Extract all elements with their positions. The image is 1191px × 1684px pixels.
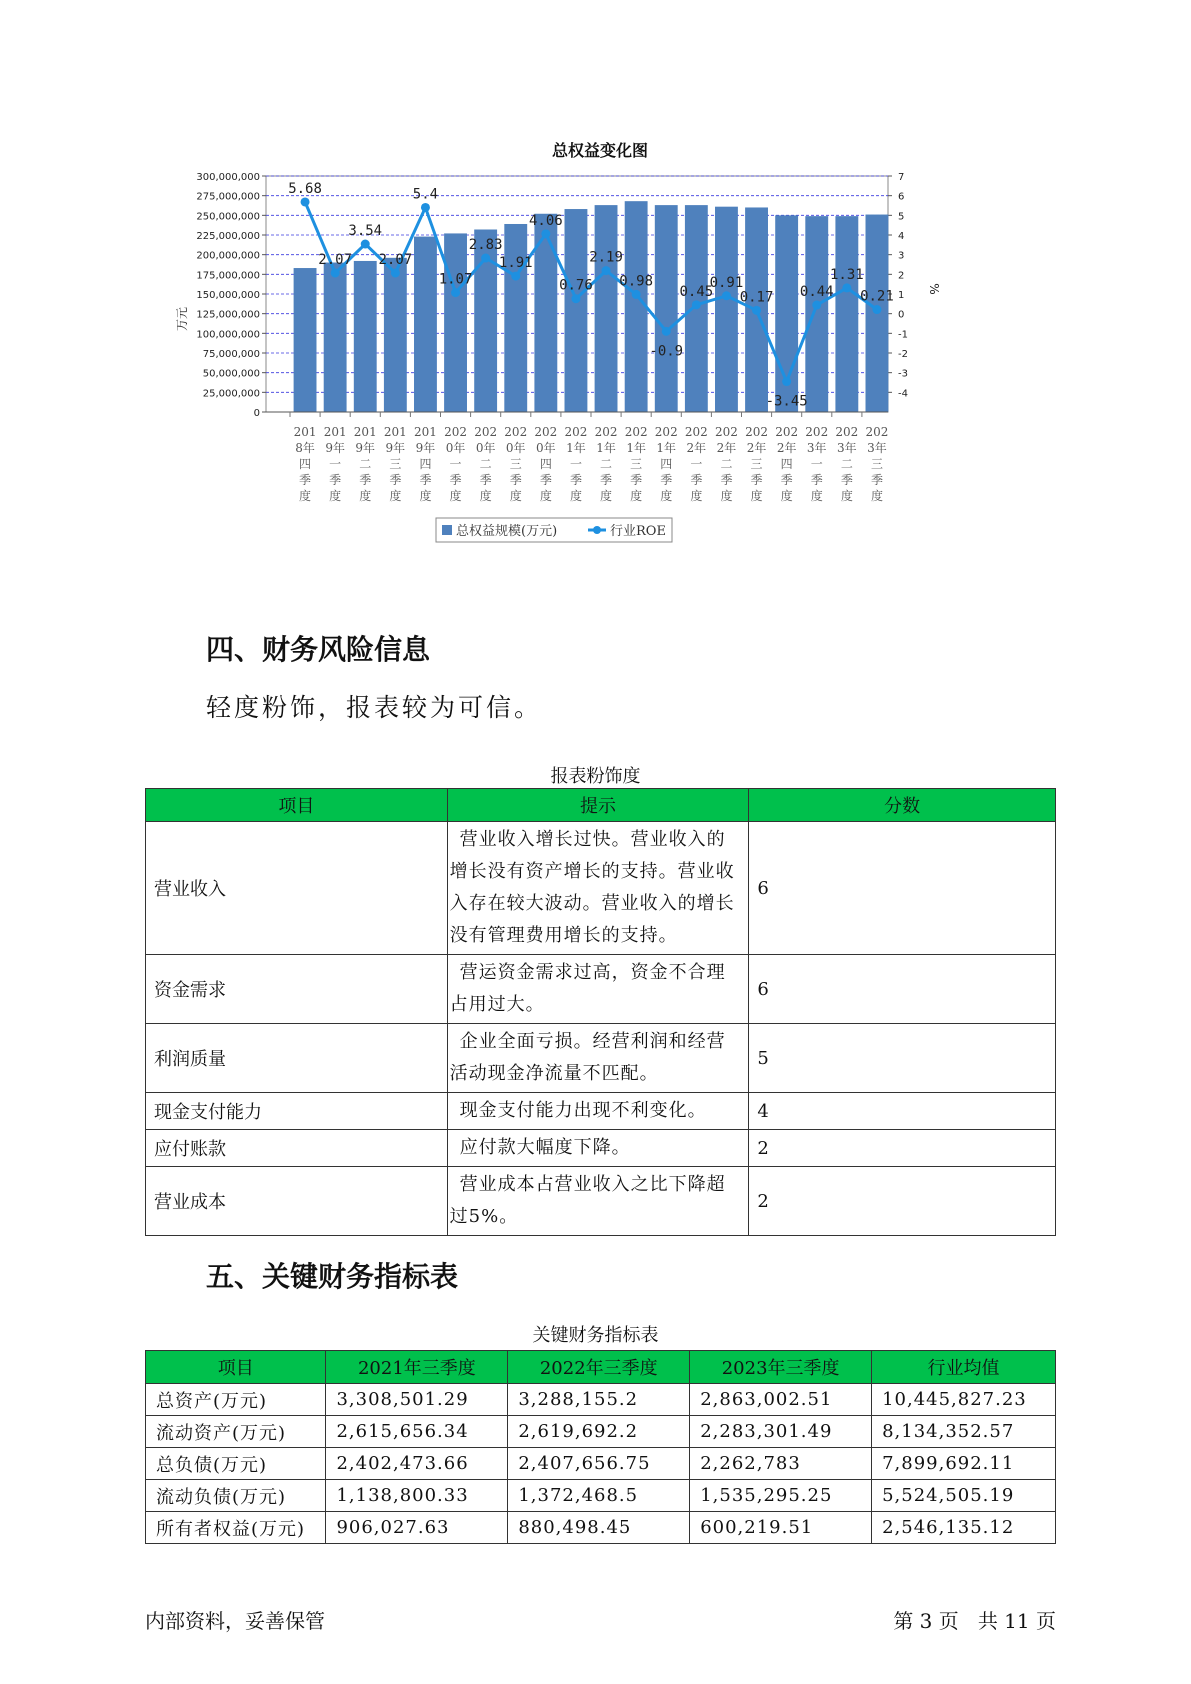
indicator-value: 2,407,656.75 — [508, 1448, 690, 1480]
x-tick-label: 季 — [690, 473, 703, 487]
bar — [565, 209, 588, 412]
x-tick-label: 季 — [479, 473, 492, 487]
y-axis-label: 万元 — [175, 306, 189, 332]
indicator-name: 总资产(万元) — [146, 1384, 326, 1416]
indicator-name: 所有者权益(万元) — [146, 1512, 326, 1544]
chart-title: 总权益变化图 — [551, 141, 649, 160]
x-tick-label: 度 — [840, 489, 853, 503]
x-tick-label: 度 — [359, 489, 372, 503]
y2-tick-label: 7 — [898, 172, 905, 183]
x-tick-label: 季 — [780, 473, 793, 487]
risk-table-caption: 报表粉饰度 — [550, 766, 641, 787]
x-tick-label: 季 — [389, 473, 402, 487]
bar — [384, 258, 407, 412]
x-tick-label: 一 — [449, 457, 462, 471]
risk-hint — [447, 1130, 749, 1167]
bar — [625, 201, 648, 412]
roe-data-label: 0.76 — [559, 277, 593, 294]
x-tick-label: 度 — [630, 489, 643, 503]
indicator-value: 10,445,827.23 — [872, 1384, 1056, 1416]
risk-score: 6 — [749, 822, 1056, 955]
bar — [324, 263, 347, 412]
x-tick-label: 0年 — [475, 441, 496, 455]
report-whitewash-table — [145, 788, 1056, 1236]
x-tick-label: 季 — [299, 473, 312, 487]
roe-data-label: 5.4 — [412, 186, 439, 203]
roe-point — [481, 254, 490, 263]
x-tick-label: 一 — [690, 457, 703, 471]
x-tick-label: 202 — [835, 425, 859, 439]
y2-tick-label: -1 — [898, 329, 908, 341]
y-tick-label: 75,000,000 — [202, 349, 260, 360]
roe-point — [872, 305, 881, 314]
x-tick-label: 一 — [569, 457, 582, 471]
x-tick-label: 1年 — [626, 441, 646, 455]
x-tick-label: 季 — [329, 473, 342, 487]
x-tick-label: 度 — [329, 489, 342, 503]
y-tick-label: 25,000,000 — [202, 388, 260, 400]
x-tick-label: 度 — [479, 489, 492, 503]
bar — [805, 216, 828, 412]
roe-data-label: 2.83 — [468, 237, 503, 254]
column-header: 2021年三季度 — [326, 1351, 508, 1384]
legend-label: 行业ROE — [610, 524, 666, 539]
roe-point — [842, 283, 851, 292]
x-tick-label: 度 — [419, 489, 432, 503]
roe-point — [602, 266, 611, 275]
x-tick-label: 度 — [720, 489, 733, 503]
indicator-value: 8,134,352.57 — [872, 1416, 1056, 1448]
indicator-value: 1,138,800.33 — [326, 1480, 508, 1512]
indicator-value: 2,863,002.51 — [690, 1384, 872, 1416]
column-header: 提示 — [447, 789, 749, 822]
x-tick-label: 0年 — [505, 441, 526, 455]
x-tick-label: 一 — [329, 457, 342, 471]
x-tick-label: 度 — [780, 489, 793, 503]
risk-item: 利润质量 — [146, 1024, 448, 1093]
x-tick-label: 四 — [660, 457, 673, 471]
indicator-value: 2,615,656.34 — [326, 1416, 508, 1448]
x-tick-label: 四 — [539, 457, 552, 471]
table-row — [146, 955, 1056, 1024]
roe-point — [301, 197, 310, 206]
table-row — [146, 1093, 1056, 1130]
roe-point — [361, 240, 370, 249]
roe-data-label: -3.45 — [765, 393, 808, 410]
roe-data-label: 0.21 — [860, 288, 894, 305]
indicator-name: 流动资产(万元) — [146, 1416, 326, 1448]
table-row — [146, 1384, 1056, 1416]
roe-point — [782, 377, 791, 386]
y-tick-label: 275,000,000 — [196, 191, 260, 203]
legend-label: 总权益规模(万元) — [456, 524, 558, 539]
risk-hint — [447, 822, 749, 955]
x-tick-label: 202 — [775, 425, 799, 439]
x-tick-label: 三 — [750, 457, 763, 471]
key-financial-indicator-table — [145, 1350, 1056, 1544]
indicator-value: 2,546,135.12 — [872, 1512, 1056, 1544]
risk-score: 2 — [749, 1167, 1056, 1236]
y2-tick-label: 4 — [898, 231, 905, 242]
x-tick-label: 四 — [419, 457, 432, 471]
x-tick-label: 201 — [293, 425, 317, 439]
y2-tick-label: -3 — [898, 368, 908, 380]
x-tick-label: 季 — [840, 473, 853, 487]
x-tick-label: 202 — [444, 425, 468, 439]
indicator-value: 880,498.45 — [508, 1512, 690, 1544]
risk-item: 应付账款 — [146, 1130, 448, 1167]
indicator-value: 600,219.51 — [690, 1512, 872, 1544]
x-tick-label: 季 — [419, 473, 432, 487]
x-tick-label: 201 — [323, 425, 347, 439]
x-tick-label: 9年 — [325, 441, 345, 455]
bar — [715, 207, 738, 412]
roe-point — [511, 272, 520, 281]
indicator-name: 流动负债(万元) — [146, 1480, 326, 1512]
risk-hint-line: 营业收入增长过快。营业收入的 — [459, 829, 726, 850]
indicator-value: 3,288,155.2 — [508, 1384, 690, 1416]
bar — [354, 261, 377, 412]
x-tick-label: 季 — [870, 473, 883, 487]
equity-change-chart — [160, 140, 1040, 600]
x-tick-label: 202 — [624, 425, 648, 439]
risk-hint — [447, 1024, 749, 1093]
x-tick-label: 202 — [534, 425, 558, 439]
indicator-value: 7,899,692.11 — [872, 1448, 1056, 1480]
risk-hint — [447, 1093, 749, 1130]
x-tick-label: 0年 — [445, 441, 466, 455]
x-tick-label: 202 — [684, 425, 708, 439]
x-tick-label: 季 — [539, 473, 552, 487]
x-tick-label: 四 — [299, 457, 312, 471]
roe-data-label: 2.07 — [378, 251, 413, 268]
risk-hint-line: 过5%。 — [449, 1206, 519, 1227]
risk-hint-line: 活动现金净流量不匹配。 — [449, 1063, 659, 1084]
bar — [414, 237, 437, 412]
x-tick-label: 202 — [594, 425, 618, 439]
x-tick-label: 2年 — [686, 441, 707, 455]
roe-point — [571, 294, 580, 303]
roe-data-label: 3.54 — [348, 223, 383, 240]
risk-hint-line: 营运资金需求过高，资金不合理 — [459, 962, 726, 983]
column-header: 行业均值 — [872, 1351, 1056, 1384]
x-tick-label: 2年 — [776, 441, 797, 455]
column-header: 2023年三季度 — [690, 1351, 872, 1384]
x-tick-label: 季 — [630, 473, 643, 487]
roe-data-label: 0.17 — [739, 289, 774, 306]
table-row — [146, 1024, 1056, 1093]
indicator-value: 2,262,783 — [690, 1448, 872, 1480]
y2-tick-label: 6 — [898, 191, 905, 203]
x-tick-label: 季 — [750, 473, 763, 487]
indicator-value: 1,535,295.25 — [690, 1480, 872, 1512]
x-tick-label: 1年 — [596, 441, 616, 455]
roe-data-label: 2.19 — [589, 249, 623, 266]
section-heading-key-indicators: 五、关键财务指标表 — [206, 1260, 459, 1293]
roe-point — [752, 306, 761, 315]
x-tick-label: 季 — [449, 473, 462, 487]
y2-tick-label: 1 — [898, 290, 905, 301]
roe-point — [451, 288, 460, 297]
indicator-name: 总负债(万元) — [146, 1448, 326, 1480]
risk-score: 4 — [749, 1093, 1056, 1130]
x-tick-label: 度 — [389, 489, 402, 503]
x-tick-label: 二 — [359, 457, 372, 471]
roe-data-label: 4.06 — [528, 212, 563, 229]
roe-data-label: -0.9 — [649, 343, 684, 360]
risk-hint-line: 营业成本占营业收入之比下降超 — [459, 1174, 726, 1195]
y-tick-label: 250,000,000 — [196, 211, 260, 223]
x-tick-label: 度 — [810, 489, 823, 503]
x-tick-label: 1年 — [566, 441, 586, 455]
y2-tick-label: -4 — [898, 388, 908, 400]
x-tick-label: 季 — [509, 473, 522, 487]
risk-hint-line: 现金支付能力出现不利变化。 — [459, 1100, 707, 1121]
x-tick-label: 三 — [509, 457, 522, 471]
y2-axis-label: % — [927, 283, 941, 295]
risk-item: 资金需求 — [146, 955, 448, 1024]
section-heading-financial-risk: 四、财务风险信息 — [206, 633, 431, 666]
y2-tick-label: 0 — [898, 309, 905, 321]
roe-point — [421, 203, 430, 212]
column-header: 项目 — [146, 1351, 326, 1384]
column-header: 项目 — [146, 789, 448, 822]
x-tick-label: 202 — [474, 425, 498, 439]
x-tick-label: 9年 — [355, 441, 376, 455]
roe-point — [541, 229, 550, 238]
indicator-value: 2,402,473.66 — [326, 1448, 508, 1480]
roe-data-label: 1.91 — [498, 255, 533, 272]
roe-point — [692, 300, 701, 309]
table-row — [146, 1416, 1056, 1448]
risk-item: 现金支付能力 — [146, 1093, 448, 1130]
table-row — [146, 1448, 1056, 1480]
bar — [835, 216, 858, 412]
x-tick-label: 202 — [865, 425, 889, 439]
x-tick-label: 202 — [564, 425, 588, 439]
x-tick-label: 三 — [389, 457, 402, 471]
table-row — [146, 1130, 1056, 1167]
risk-hint-line: 入存在较大波动。营业收入的增长 — [449, 893, 735, 914]
x-tick-label: 9年 — [385, 441, 406, 455]
x-tick-label: 季 — [810, 473, 823, 487]
legend-swatch-point — [593, 526, 601, 534]
x-tick-label: 201 — [413, 425, 437, 439]
x-tick-label: 二 — [600, 457, 613, 471]
y-tick-label: 0 — [253, 408, 260, 419]
risk-hint-line: 应付款大幅度下降。 — [459, 1137, 631, 1158]
x-tick-label: 度 — [569, 489, 582, 503]
indicator-value: 3,308,501.29 — [326, 1384, 508, 1416]
column-header: 分数 — [749, 789, 1056, 822]
roe-point — [331, 268, 340, 277]
y2-tick-label: 5 — [898, 211, 905, 223]
bar — [294, 268, 317, 412]
x-tick-label: 度 — [690, 489, 703, 503]
risk-item: 营业成本 — [146, 1167, 448, 1236]
roe-data-label: 2.07 — [318, 251, 353, 268]
x-tick-label: 202 — [654, 425, 678, 439]
x-tick-label: 3年 — [867, 441, 887, 455]
bar — [504, 224, 527, 412]
legend-swatch-bar — [442, 525, 452, 535]
x-tick-label: 1年 — [656, 441, 677, 455]
y-tick-label: 150,000,000 — [196, 290, 260, 301]
roe-data-label: 0.91 — [709, 274, 744, 291]
y2-tick-label: -2 — [898, 349, 908, 360]
risk-hint-line: 增长没有资产增长的支持。营业收 — [449, 861, 735, 882]
y-tick-label: 100,000,000 — [196, 329, 260, 341]
column-header: 2022年三季度 — [508, 1351, 690, 1384]
roe-data-label: 1.31 — [829, 266, 864, 283]
x-tick-label: 二 — [479, 457, 492, 471]
y-tick-label: 225,000,000 — [196, 231, 260, 242]
x-tick-label: 季 — [569, 473, 582, 487]
x-tick-label: 201 — [383, 425, 407, 439]
x-tick-label: 度 — [299, 489, 312, 503]
kpi-table-caption: 关键财务指标表 — [532, 1325, 659, 1346]
risk-score: 6 — [749, 955, 1056, 1024]
x-tick-label: 3年 — [837, 441, 857, 455]
x-tick-label: 一 — [810, 457, 823, 471]
x-tick-label: 季 — [660, 473, 673, 487]
y2-tick-label: 2 — [898, 270, 905, 282]
y-tick-label: 175,000,000 — [196, 270, 260, 282]
y-tick-label: 50,000,000 — [202, 368, 260, 380]
x-tick-label: 202 — [714, 425, 738, 439]
x-tick-label: 2年 — [716, 441, 737, 455]
roe-data-label: 0.98 — [619, 273, 654, 290]
x-tick-label: 四 — [780, 457, 793, 471]
roe-data-label: 1.07 — [438, 271, 473, 288]
footer-confidential-note: 内部资料，妥善保管 — [145, 1609, 325, 1633]
x-tick-label: 度 — [660, 489, 673, 503]
y-tick-label: 300,000,000 — [196, 172, 260, 183]
x-tick-label: 2年 — [746, 441, 767, 455]
x-tick-label: 三 — [630, 457, 643, 471]
indicator-value: 1,372,468.5 — [508, 1480, 690, 1512]
x-tick-label: 9年 — [415, 441, 436, 455]
table-row — [146, 1480, 1056, 1512]
risk-hint-line: 企业全面亏损。经营利润和经营 — [459, 1031, 726, 1052]
x-tick-label: 度 — [870, 489, 883, 503]
table-row — [146, 1512, 1056, 1544]
indicator-value: 5,524,505.19 — [872, 1480, 1056, 1512]
roe-data-label: 5.68 — [288, 180, 322, 197]
risk-hint — [447, 955, 749, 1024]
risk-summary: 轻度粉饰，报表较为可信。 — [206, 693, 543, 722]
x-tick-label: 度 — [600, 489, 613, 503]
x-tick-label: 度 — [449, 489, 462, 503]
x-tick-label: 3年 — [806, 441, 827, 455]
x-tick-label: 季 — [359, 473, 372, 487]
footer-page-number: 第 3 页 共 11 页 — [893, 1609, 1056, 1633]
x-tick-label: 三 — [870, 457, 883, 471]
x-tick-label: 201 — [353, 425, 377, 439]
risk-item: 营业收入 — [146, 822, 448, 955]
roe-point — [662, 327, 671, 336]
x-tick-label: 8年 — [295, 441, 315, 455]
roe-point — [632, 290, 641, 299]
y-tick-label: 125,000,000 — [196, 309, 260, 321]
risk-score: 5 — [749, 1024, 1056, 1093]
bar — [655, 205, 678, 412]
x-tick-label: 二 — [720, 457, 733, 471]
risk-hint-line: 占用过大。 — [449, 994, 545, 1015]
x-tick-label: 202 — [504, 425, 528, 439]
x-tick-label: 季 — [720, 473, 733, 487]
roe-point — [812, 301, 821, 310]
roe-point — [722, 291, 731, 300]
y2-tick-label: 3 — [898, 250, 905, 262]
x-tick-label: 202 — [745, 425, 769, 439]
indicator-value: 906,027.63 — [326, 1512, 508, 1544]
x-tick-label: 202 — [805, 425, 829, 439]
bar — [444, 233, 467, 412]
x-tick-label: 度 — [509, 489, 522, 503]
table-row — [146, 1167, 1056, 1236]
roe-point — [391, 268, 400, 277]
bar — [595, 205, 618, 412]
table-row — [146, 822, 1056, 955]
indicator-value: 2,283,301.49 — [690, 1416, 872, 1448]
x-tick-label: 二 — [840, 457, 853, 471]
roe-data-label: 0.45 — [679, 283, 714, 300]
x-tick-label: 度 — [539, 489, 552, 503]
risk-score: 2 — [749, 1130, 1056, 1167]
x-tick-label: 季 — [600, 473, 613, 487]
risk-hint — [447, 1167, 749, 1236]
risk-hint-line: 没有管理费用增长的支持。 — [449, 925, 678, 946]
y-tick-label: 200,000,000 — [196, 250, 260, 262]
x-tick-label: 度 — [750, 489, 763, 503]
roe-data-label: 0.44 — [799, 284, 834, 301]
indicator-value: 2,619,692.2 — [508, 1416, 690, 1448]
x-tick-label: 0年 — [536, 441, 556, 455]
